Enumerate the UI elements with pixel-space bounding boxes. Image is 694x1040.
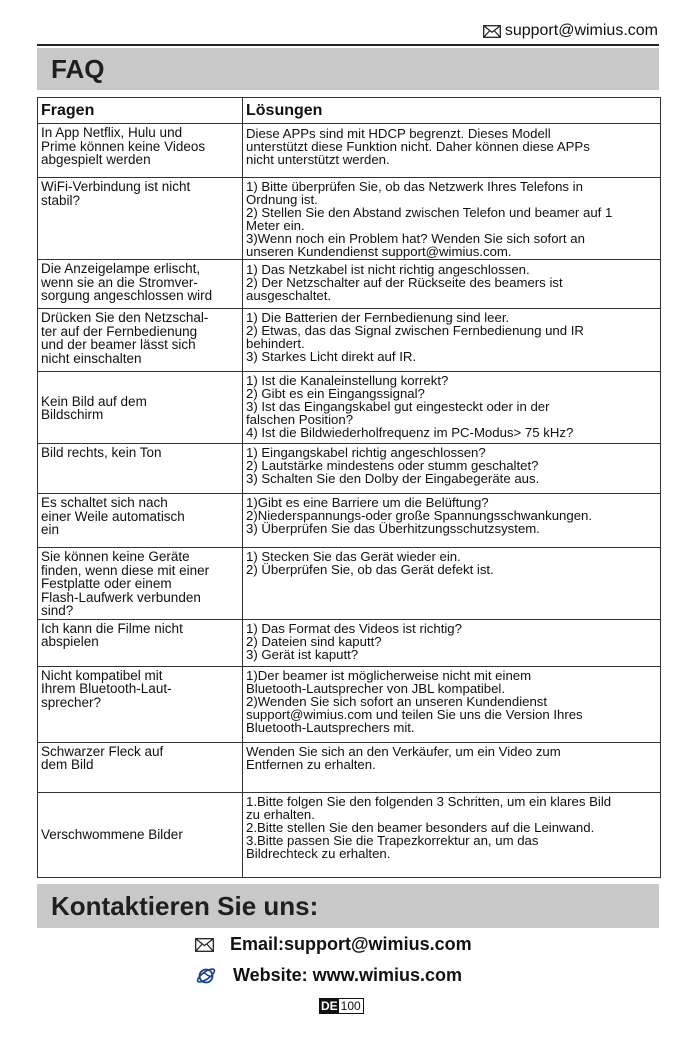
answer-line: 2) Stellen Sie den Abstand zwischen Telefon und beamer auf 1 bbox=[246, 205, 613, 220]
faq-answer bbox=[243, 178, 661, 260]
question-line: Sie können keine Geräte bbox=[41, 549, 190, 564]
faq-title: FAQ bbox=[51, 54, 105, 84]
faq-question bbox=[38, 494, 243, 548]
question-line: Es schaltet sich nach bbox=[41, 495, 168, 510]
answer-line: 1.Bitte folgen Sie den folgenden 3 Schritten, um ein klares Bild bbox=[246, 793, 612, 809]
answer-line: 2) Der Netzschalter auf der Rückseite des beamers ist bbox=[246, 275, 563, 290]
question-line: abgespielt werden bbox=[41, 152, 151, 167]
answer-line: 2)Niederspannungs-oder große Spannungsschwankungen. bbox=[246, 508, 593, 523]
faq-answer bbox=[243, 619, 661, 666]
faq-question bbox=[38, 792, 243, 877]
answer-line: 2) Gibt es ein Eingangssignal? bbox=[246, 386, 425, 401]
question-line: dem Bild bbox=[41, 757, 94, 772]
faq-answer bbox=[243, 309, 661, 372]
answer-line: 3) Schalten Sie den Dolby der Eingabegeräte aus. bbox=[246, 471, 540, 486]
column-header-questions: Fragen bbox=[38, 98, 243, 124]
question-line: Die Anzeigelampe erlischt, bbox=[41, 261, 201, 276]
question-line: In App Netflix, Hulu und bbox=[41, 125, 183, 140]
answer-line: Bluetooth-Lautsprechers mit. bbox=[246, 719, 415, 735]
question-line: nicht einschalten bbox=[41, 350, 142, 366]
question-line: sind? bbox=[41, 603, 74, 618]
answer-line: 3.Bitte passen Sie die Trapezkorrektur an, um das bbox=[246, 832, 539, 848]
header-email-text: support@wimius.com bbox=[504, 22, 658, 39]
question-line: Prime können keine Videos bbox=[41, 138, 206, 154]
faq-question bbox=[38, 124, 243, 178]
answer-line: 2.Bitte stellen Sie den beamer besonders auf die Leinwand. bbox=[246, 819, 595, 835]
question-line: Bildschirm bbox=[41, 407, 104, 422]
answer-line: nicht unterstützt werden. bbox=[246, 152, 390, 167]
page-language: DE bbox=[321, 999, 338, 1013]
question-line: Flash-Laufwerk verbunden bbox=[41, 589, 201, 605]
answer-line: 4) Ist die Bildwiederholfrequenz im PC-Modus> 75 kHz? bbox=[246, 425, 574, 440]
page-number-value: 100 bbox=[340, 999, 361, 1013]
question-line: abspielen bbox=[41, 634, 99, 649]
faq-row bbox=[38, 309, 661, 372]
question-line: Nicht kompatibel mit bbox=[41, 667, 163, 683]
answer-line: 3) Starkes Licht direkt auf IR. bbox=[246, 349, 417, 364]
answer-line: unseren Kundendienst support@wimius.com. bbox=[246, 244, 512, 259]
faq-answer bbox=[243, 494, 661, 548]
answer-line: Meter ein. bbox=[246, 218, 305, 233]
column-header-solutions: Lösungen bbox=[243, 98, 661, 124]
answer-line: Bluetooth-Lautsprecher von JBL kompatibel. bbox=[246, 680, 506, 696]
answer-line: 3) Ist das Eingangskabel gut eingesteckt oder in der bbox=[246, 399, 550, 414]
faq-row bbox=[38, 548, 661, 620]
answer-line: 1) Bitte überprüfen Sie, ob das Netzwerk Ihres Telefons in bbox=[246, 179, 583, 194]
answer-line: 1) Das Netzkabel ist nicht richtig angeschlossen. bbox=[246, 262, 530, 277]
contact-title: Kontaktieren Sie uns: bbox=[51, 891, 319, 921]
answer-line: 1) Ist die Kanaleinstellung korrekt? bbox=[246, 373, 449, 388]
faq-question bbox=[38, 372, 243, 444]
question-line: Ihrem Bluetooth-Laut- bbox=[41, 681, 172, 696]
contact-email bbox=[195, 934, 472, 955]
faq-answer bbox=[243, 666, 661, 742]
answer-line: 3)Wenn noch ein Problem hat? Wenden Sie sich sofort an bbox=[246, 231, 585, 246]
answer-line: 2) Dateien sind kaputt? bbox=[246, 633, 382, 649]
answer-line: falschen Position? bbox=[246, 412, 354, 427]
answer-line: 1) Eingangskabel richtig angeschlossen? bbox=[246, 445, 486, 460]
question-line: einer Weile automatisch bbox=[41, 508, 185, 524]
faq-row bbox=[38, 494, 661, 548]
faq-question bbox=[38, 666, 243, 742]
answer-line: 2) Überprüfen Sie, ob das Gerät defekt ist. bbox=[246, 562, 494, 577]
answer-line: Diese APPs sind mit HDCP begrenzt. Dieses Modell bbox=[246, 126, 551, 141]
answer-line: 2) Etwas, das das Signal zwischen Fernbedienung und IR bbox=[246, 323, 584, 338]
question-line: Verschwommene Bilder bbox=[41, 827, 183, 843]
faq-answer bbox=[243, 372, 661, 444]
question-line: Kein Bild auf dem bbox=[41, 393, 147, 409]
faq-banner bbox=[37, 48, 659, 90]
faq-row bbox=[38, 619, 661, 666]
faq-row bbox=[38, 742, 661, 792]
answer-line: 1)Gibt es eine Barriere um die Belüftung? bbox=[246, 495, 489, 510]
answer-line: 1) Das Format des Videos ist richtig? bbox=[246, 620, 462, 636]
faq-question bbox=[38, 444, 243, 494]
contact-website bbox=[195, 964, 462, 986]
answer-line: 3) Gerät ist kaputt? bbox=[246, 646, 359, 662]
answer-line: 1)Der beamer ist möglicherweise nicht mit einem bbox=[246, 667, 532, 683]
answer-line: support@wimius.com und teilen Sie uns die Version Ihres bbox=[246, 706, 583, 722]
question-line: Drücken Sie den Netzschal- bbox=[41, 310, 209, 325]
answer-line: 3) Überprüfen Sie das Überhitzungsschutzsystem. bbox=[246, 521, 540, 536]
answer-line: 1) Die Batterien der Fernbedienung sind leer. bbox=[246, 310, 510, 325]
faq-answer bbox=[243, 124, 661, 178]
question-line: Schwarzer Fleck auf bbox=[41, 743, 164, 759]
question-line: sprecher? bbox=[41, 694, 102, 710]
faq-question bbox=[38, 619, 243, 666]
answer-line: 2) Lautstärke mindestens oder stumm geschaltet? bbox=[246, 458, 539, 473]
header-email bbox=[483, 22, 658, 40]
envelope-icon bbox=[195, 938, 214, 952]
answer-line: Bildrechteck zu erhalten. bbox=[246, 845, 391, 861]
faq-answer bbox=[243, 792, 661, 877]
question-line: stabil? bbox=[41, 192, 81, 208]
answer-line: ausgeschaltet. bbox=[246, 288, 332, 303]
question-line: und der beamer lässt sich bbox=[41, 337, 196, 352]
faq-answer bbox=[243, 548, 661, 620]
question-line: Festplatte oder einem bbox=[41, 576, 172, 591]
faq-answer bbox=[243, 444, 661, 494]
faq-row bbox=[38, 444, 661, 494]
answer-line: Entfernen zu erhalten. bbox=[246, 756, 376, 772]
answer-line: 1) Stecken Sie das Gerät wieder ein. bbox=[246, 549, 461, 564]
answer-line: 2)Wenden Sie sich sofort an unseren Kundendienst bbox=[246, 693, 548, 709]
faq-question bbox=[38, 548, 243, 620]
question-line: sorgung angeschlossen wird bbox=[41, 288, 213, 303]
faq-question bbox=[38, 309, 243, 372]
contact-banner bbox=[37, 884, 659, 928]
answer-line: Wenden Sie sich an den Verkäufer, um ein Video zum bbox=[246, 743, 561, 759]
contact-website-text[interactable]: Website: www.wimius.com bbox=[233, 964, 463, 985]
faq-question bbox=[38, 260, 243, 309]
question-line: Ich kann die Filme nicht bbox=[41, 620, 183, 636]
question-line: finden, wenn diese mit einer bbox=[41, 562, 210, 578]
faq-row bbox=[38, 792, 661, 877]
answer-line: zu erhalten. bbox=[246, 806, 315, 822]
faq-answer bbox=[243, 260, 661, 309]
faq-row bbox=[38, 178, 661, 260]
faq-row bbox=[38, 666, 661, 742]
faq-question bbox=[38, 178, 243, 260]
faq-question bbox=[38, 742, 243, 792]
faq-answer bbox=[243, 742, 661, 792]
question-line: wenn sie an die Stromver- bbox=[41, 274, 198, 290]
globe-icon bbox=[195, 964, 217, 986]
contact-email-text[interactable]: Email:support@wimius.com bbox=[230, 934, 472, 954]
question-line: Bild rechts, kein Ton bbox=[41, 445, 162, 460]
faq-row bbox=[38, 260, 661, 309]
header-rule bbox=[37, 44, 659, 46]
faq-row bbox=[38, 372, 661, 444]
question-line: WiFi-Verbindung ist nicht bbox=[41, 179, 191, 194]
faq-table bbox=[37, 97, 661, 878]
page-number bbox=[319, 998, 364, 1014]
envelope-icon bbox=[483, 25, 501, 38]
answer-line: unterstützt diese Funktion nicht. Daher können diese APPs bbox=[246, 139, 590, 154]
faq-row bbox=[38, 124, 661, 178]
question-line: ter auf der Fernbedienung bbox=[41, 323, 198, 339]
answer-line: Ordnung ist. bbox=[246, 192, 318, 207]
question-line: ein bbox=[41, 522, 60, 537]
answer-line: behindert. bbox=[246, 336, 305, 351]
